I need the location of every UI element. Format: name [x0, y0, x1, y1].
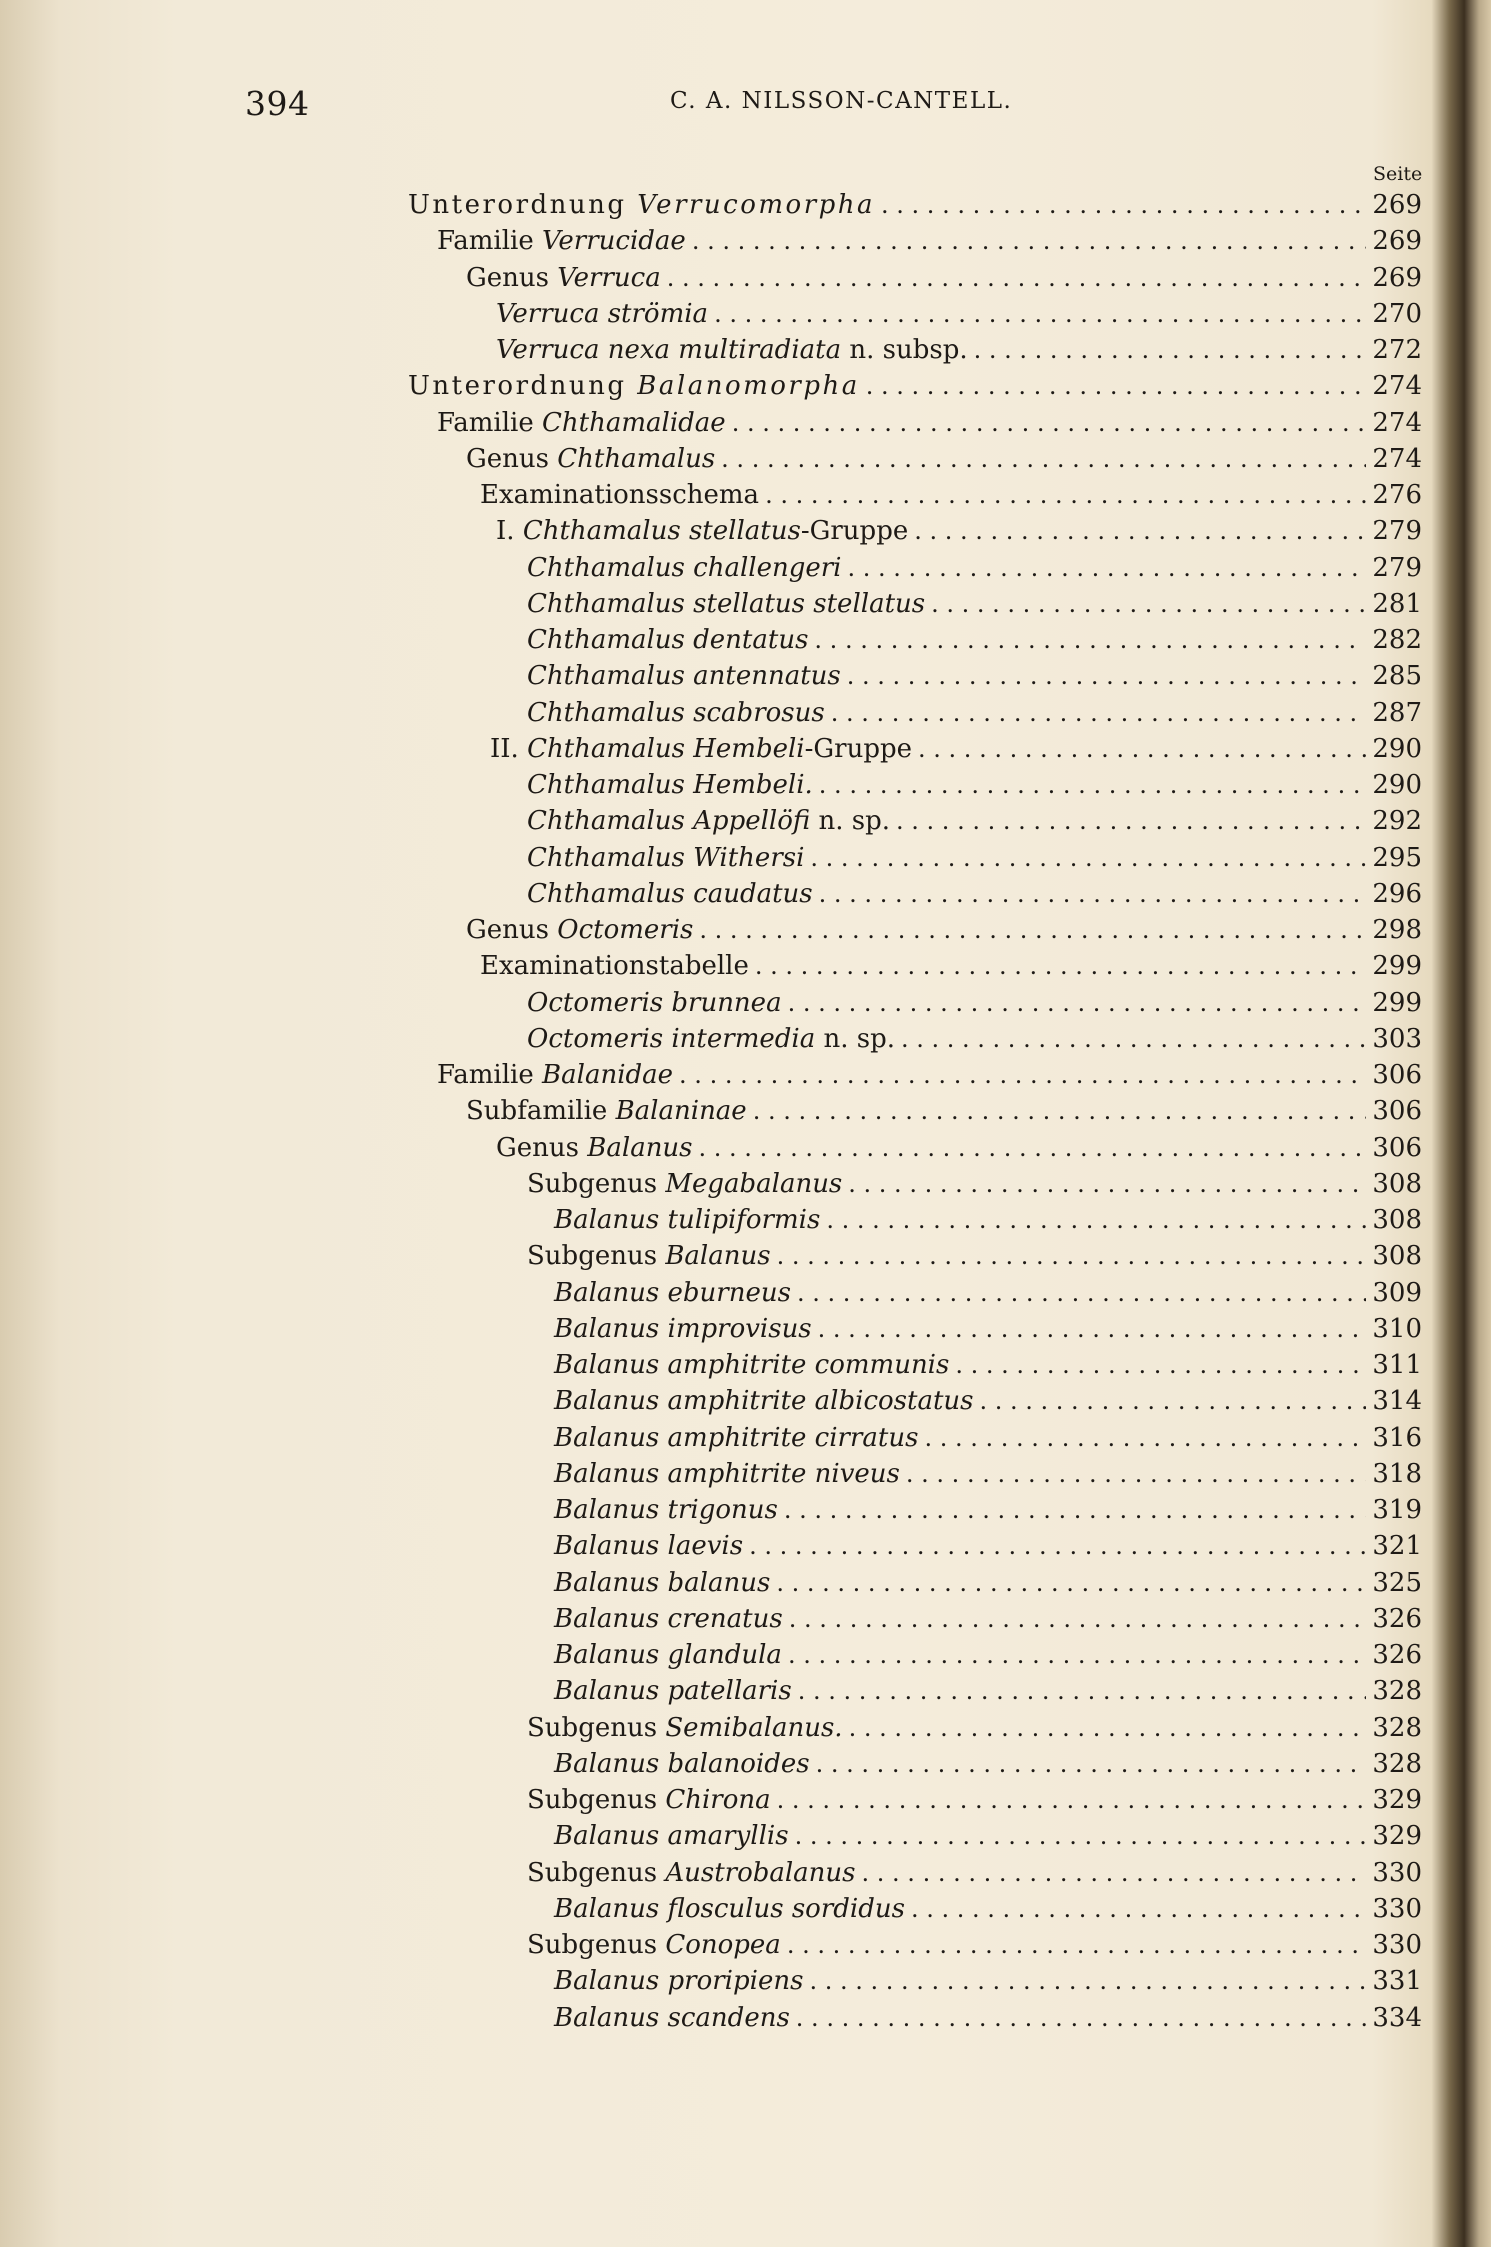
toc-page-number: 306: [1372, 1060, 1422, 1090]
toc-page-number: 328: [1372, 1712, 1422, 1743]
toc-text: Genus: [466, 443, 558, 474]
toc-text: Familie: [437, 226, 543, 257]
toc-text: Subgenus: [527, 1857, 666, 1888]
taxon-name: Balanus trigonus: [554, 1495, 778, 1525]
dot-leader: [847, 659, 1366, 693]
dot-leader: [777, 1783, 1366, 1817]
toc-text: Examinationstabelle: [480, 951, 749, 982]
dot-leader: [699, 913, 1366, 947]
dot-leader: [818, 1312, 1366, 1346]
toc-page-number: 303: [1372, 1023, 1422, 1054]
toc-text: Familie: [437, 1060, 543, 1090]
toc-entry-title: [496, 297, 708, 331]
toc-entry: [496, 514, 1422, 548]
toc-entry: [527, 623, 1422, 657]
taxon-name: Octomeris: [557, 915, 694, 945]
toc-entry-title: [527, 587, 925, 621]
taxon-name: Balanus amphitrite cirratus: [554, 1422, 919, 1453]
taxon-name: Balanus amphitrite albicostatus: [554, 1386, 974, 1417]
toc-page-number: 274: [1372, 407, 1422, 438]
toc-page-number: 319: [1372, 1495, 1422, 1525]
toc-page-number: 272: [1372, 335, 1422, 365]
toc-entry-title: [554, 1747, 810, 1781]
toc-entry: [466, 913, 1422, 947]
taxon-name: Chthamalus Withersi: [527, 842, 805, 873]
toc-text: Unterordnung: [408, 190, 638, 220]
toc-text: Subgenus: [527, 1930, 666, 1960]
dot-leader: [784, 1493, 1366, 1527]
toc-entry-title: [554, 1493, 778, 1527]
toc-entry: [527, 551, 1422, 585]
toc-page-number: 308: [1372, 1241, 1422, 1272]
dot-leader: [896, 804, 1366, 838]
toc-entry-title: [527, 1856, 856, 1890]
taxon-name: Chthamalidae: [542, 407, 726, 438]
toc-entry-title: [554, 1529, 743, 1563]
toc-entry-title: [527, 877, 813, 911]
toc-entry: [408, 369, 1422, 403]
toc-entry: [527, 768, 1422, 802]
toc-entry-title: [480, 949, 749, 983]
toc-entry: [554, 2001, 1422, 2035]
toc-entry-title: [437, 224, 686, 258]
toc-entry: [480, 478, 1422, 512]
dot-leader: [776, 1566, 1366, 1600]
taxon-name: Balanus amphitrite communis: [554, 1350, 950, 1380]
column-label-seite: Seite: [1373, 163, 1423, 185]
taxon-name: Verrucidae: [542, 226, 686, 257]
dot-leader: [814, 623, 1366, 657]
taxon-name: Balanus: [587, 1132, 693, 1163]
toc-page-number: 274: [1372, 371, 1422, 402]
toc-page-number: 276: [1372, 480, 1422, 510]
taxon-name: Balanus balanus: [554, 1567, 771, 1598]
toc-entry: [527, 1711, 1422, 1745]
taxon-name: Conopea: [665, 1930, 781, 1960]
toc-page-number: 281: [1372, 588, 1422, 619]
toc-text: Genus: [466, 915, 558, 945]
taxon-name: Balanus amphitrite niveus: [554, 1458, 900, 1489]
taxon-name: Semibalanus.: [665, 1712, 843, 1743]
toc-text: Subgenus: [527, 1712, 666, 1743]
page-number: 394: [245, 84, 310, 123]
toc-entry-title: [437, 406, 726, 440]
toc-entry-title: [466, 913, 693, 947]
toc-page-number: 314: [1372, 1386, 1422, 1417]
taxon-name: Chthamalus Appellöfi: [527, 806, 811, 837]
toc-entry: [554, 1348, 1422, 1382]
toc-text: I.: [496, 516, 523, 547]
taxon-name: Balanus scandens: [554, 2002, 790, 2033]
toc-entry-title: [466, 442, 715, 476]
toc-entry: [554, 1747, 1422, 1781]
toc-page-number: 329: [1372, 1785, 1422, 1815]
taxon-name: Balanus tulipiformis: [554, 1205, 821, 1235]
toc-entry-title: [554, 1566, 770, 1600]
toc-entry-title: [496, 333, 968, 367]
toc-text: Familie: [437, 407, 543, 438]
toc-page-number: 334: [1372, 2002, 1422, 2033]
toc-entry-title: [466, 261, 661, 295]
taxon-name: Balanus glandula: [554, 1640, 782, 1670]
dot-leader: [816, 1747, 1366, 1781]
taxon-name: Verrucomorpha: [637, 190, 876, 220]
taxon-name: Megabalanus: [665, 1168, 843, 1199]
toc-entry: [554, 1421, 1422, 1455]
taxon-name: Austrobalanus: [665, 1857, 856, 1888]
toc-entry: [527, 986, 1422, 1020]
toc-entry-title: [554, 1348, 949, 1382]
dot-leader: [931, 587, 1366, 621]
dot-leader: [749, 1529, 1366, 1563]
toc-page-number: 282: [1372, 625, 1422, 655]
dot-leader: [819, 877, 1366, 911]
dot-leader: [809, 1964, 1366, 1998]
toc-page-number: 311: [1372, 1350, 1422, 1380]
toc-page-number: 330: [1372, 1857, 1422, 1888]
toc-page-number: 299: [1372, 987, 1422, 1018]
dot-leader: [755, 949, 1366, 983]
taxon-name: Verruca strömia: [496, 298, 709, 329]
dot-leader: [788, 1638, 1366, 1672]
dot-leader: [795, 1819, 1366, 1853]
toc-page-number: 330: [1372, 1893, 1422, 1924]
toc-entry-title: [554, 2001, 790, 2035]
toc-entry: [527, 1783, 1422, 1817]
toc-text: -Gruppe: [804, 733, 913, 764]
dot-leader: [789, 1602, 1366, 1636]
toc-entry-title: [554, 1276, 791, 1310]
toc-entry: [527, 1928, 1422, 1962]
toc-page-number: 295: [1372, 842, 1422, 873]
toc-entry-title: [527, 1928, 781, 1962]
taxon-name: Chthamalus dentatus: [527, 625, 809, 655]
toc-page-number: 287: [1372, 697, 1422, 728]
toc-entry: [554, 1566, 1422, 1600]
taxon-name: Balanomorpha: [637, 371, 860, 402]
toc-entry-title: [554, 1819, 789, 1853]
toc-page-number: 321: [1372, 1531, 1422, 1562]
toc-entry: [554, 1602, 1422, 1636]
taxon-name: Chthamalus stellatus stellatus: [527, 588, 926, 619]
dot-leader: [721, 442, 1366, 476]
taxon-name: Balanus: [665, 1241, 771, 1272]
taxon-name: Chthamalus stellatus: [522, 516, 801, 547]
taxon-name: Balanus laevis: [554, 1531, 744, 1562]
toc-entry: [527, 587, 1422, 621]
toc-entry-title: [527, 1711, 843, 1745]
toc-page-number: 290: [1372, 770, 1422, 800]
toc-page-number: 269: [1372, 262, 1422, 293]
toc-entry: [527, 841, 1422, 875]
toc-page-number: 269: [1372, 190, 1422, 220]
dot-leader: [914, 514, 1366, 548]
dot-leader: [848, 551, 1366, 585]
toc-entry: [437, 224, 1422, 258]
toc-entry: [527, 696, 1422, 730]
toc-page-number: 269: [1372, 226, 1422, 257]
dot-leader: [796, 2001, 1366, 2035]
dot-leader: [955, 1348, 1366, 1382]
toc-entry-title: [527, 804, 890, 838]
dot-leader: [798, 1674, 1366, 1708]
toc-entry: [527, 659, 1422, 693]
taxon-name: Balanus crenatus: [554, 1603, 783, 1634]
dot-leader: [797, 1276, 1366, 1310]
toc-entry: [466, 261, 1422, 295]
toc-entry: [466, 442, 1422, 476]
dot-leader: [974, 333, 1366, 367]
toc-entry: [554, 1312, 1422, 1346]
dot-leader: [667, 261, 1366, 295]
dot-leader: [699, 1131, 1366, 1165]
toc-page-number: 331: [1372, 1966, 1422, 1997]
toc-page-number: 308: [1372, 1205, 1422, 1235]
toc-entry-title: [527, 659, 841, 693]
toc-entry-title: [496, 1131, 693, 1165]
toc-entry: [480, 949, 1422, 983]
dot-leader: [881, 188, 1366, 222]
toc-text: Unterordnung: [408, 371, 638, 402]
toc-entry-title: [554, 1964, 803, 1998]
dot-leader: [714, 297, 1366, 331]
toc-text: Subgenus: [527, 1168, 666, 1199]
dot-leader: [788, 986, 1366, 1020]
toc-entry: [527, 1167, 1422, 1201]
dot-leader: [826, 1203, 1366, 1237]
toc-entry-title: [554, 1638, 782, 1672]
toc-entry: [408, 188, 1422, 222]
taxon-name: Balanus eburneus: [554, 1277, 791, 1308]
dot-leader: [848, 1167, 1366, 1201]
taxon-name: Balanus balanoides: [554, 1748, 810, 1779]
taxon-name: Octomeris brunnea: [527, 987, 782, 1018]
dot-leader: [692, 224, 1366, 258]
toc-text: n. sp.: [810, 806, 891, 837]
toc-entry-title: [527, 841, 804, 875]
toc-entry-title: [496, 514, 908, 548]
running-head: C. A. NILSSON-CANTELL.: [670, 88, 1013, 114]
toc-page-number: 299: [1372, 951, 1422, 982]
toc-entry: [554, 1203, 1422, 1237]
toc-page-number: 329: [1372, 1821, 1422, 1852]
dot-leader: [765, 478, 1366, 512]
toc-entry-title: [527, 768, 813, 802]
toc-text: Genus: [496, 1132, 588, 1163]
toc-entry-title: [527, 551, 842, 585]
toc-entry: [496, 297, 1422, 331]
dot-leader: [866, 369, 1366, 403]
toc-entry: [554, 1892, 1422, 1926]
toc-page-number: 270: [1372, 298, 1422, 329]
toc-entry: [496, 333, 1422, 367]
dot-leader: [777, 1239, 1366, 1273]
toc-entry: [527, 1022, 1422, 1056]
toc-entry-title: [554, 1674, 792, 1708]
taxon-name: Octomeris intermedia: [527, 1023, 816, 1054]
toc-entry: [527, 877, 1422, 911]
taxon-name: Balanidae: [542, 1060, 674, 1090]
toc-entry: [554, 1276, 1422, 1310]
dot-leader: [980, 1384, 1367, 1418]
toc-text: Subfamilie: [466, 1096, 616, 1127]
taxon-name: Chthamalus challengeri: [527, 552, 842, 583]
toc-entry: [554, 1964, 1422, 1998]
taxon-name: Chthamalus caudatus: [527, 878, 813, 909]
dot-leader: [819, 768, 1366, 802]
toc-entry: [527, 1239, 1422, 1273]
dot-leader: [679, 1058, 1366, 1092]
toc-page-number: 309: [1372, 1277, 1422, 1308]
dot-leader: [849, 1711, 1366, 1745]
toc-page-number: 316: [1372, 1422, 1422, 1453]
toc-entry-title: [527, 986, 782, 1020]
taxon-name: Balanus proripiens: [554, 1966, 804, 1997]
toc-page-number: 308: [1372, 1168, 1422, 1199]
toc-text: Subgenus: [527, 1241, 666, 1272]
toc-page-number: 326: [1372, 1640, 1422, 1670]
taxon-name: Chthamalus scabrosus: [527, 697, 825, 728]
toc-entry-title: [437, 1058, 673, 1092]
toc-text: Genus: [466, 262, 558, 293]
dot-leader: [901, 1022, 1366, 1056]
toc-page-number: 326: [1372, 1603, 1422, 1634]
taxon-name: Chirona: [665, 1785, 771, 1815]
dot-leader: [924, 1421, 1366, 1455]
toc-page-number: 285: [1372, 661, 1422, 692]
toc-entry-title: [554, 1421, 918, 1455]
toc-page-number: 328: [1372, 1676, 1422, 1707]
toc-entry-title: [408, 188, 875, 222]
toc-entry-title: [554, 1892, 905, 1926]
toc-entry: [554, 1638, 1422, 1672]
toc-entry-title: [408, 369, 860, 403]
taxon-name: Balanus flosculus sordidus: [554, 1893, 905, 1924]
toc-entry: [527, 804, 1422, 838]
taxon-name: Chthamalus antennatus: [527, 661, 841, 692]
dot-leader: [732, 406, 1366, 440]
toc-page-number: 306: [1372, 1096, 1422, 1127]
toc-entry: [554, 1819, 1422, 1853]
toc-text: Subgenus: [527, 1785, 666, 1815]
toc-page-number: 328: [1372, 1748, 1422, 1779]
toc-page-number: 306: [1372, 1132, 1422, 1163]
toc-entry: [490, 732, 1422, 766]
dot-leader: [906, 1457, 1366, 1491]
toc-entry: [466, 1094, 1422, 1128]
toc-entry-title: [554, 1384, 974, 1418]
toc-text: II.: [490, 733, 528, 764]
toc-entry: [437, 1058, 1422, 1092]
toc-text: -Gruppe: [800, 516, 909, 547]
dot-leader: [787, 1928, 1366, 1962]
toc-page-number: 279: [1372, 516, 1422, 547]
toc-entry: [554, 1384, 1422, 1418]
dot-leader: [753, 1094, 1366, 1128]
toc-page-number: 298: [1372, 915, 1422, 945]
dot-leader: [810, 841, 1366, 875]
toc-entry-title: [554, 1457, 900, 1491]
toc-entry: [527, 1856, 1422, 1890]
taxon-name: Verruca: [557, 262, 661, 293]
taxon-name: Verruca nexa multiradiata: [496, 335, 842, 365]
toc-entry-title: [527, 1167, 842, 1201]
toc-entry: [554, 1529, 1422, 1563]
dot-leader: [918, 732, 1366, 766]
toc-page-number: 318: [1372, 1458, 1422, 1489]
toc-page-number: 296: [1372, 878, 1422, 909]
toc-text: n. sp.: [815, 1023, 895, 1054]
taxon-name: Balanus amaryllis: [554, 1821, 789, 1852]
toc-entry: [554, 1493, 1422, 1527]
toc-page-number: 292: [1372, 806, 1422, 837]
taxon-name: Chthamalus: [557, 443, 716, 474]
toc-entry-title: [527, 696, 825, 730]
toc-page-number: 274: [1372, 443, 1422, 474]
toc-text: Examinationsschema: [480, 480, 760, 510]
toc-entry: [437, 406, 1422, 440]
taxon-name: Chthamalus Hembeli: [527, 733, 805, 764]
toc-entry-title: [527, 1239, 771, 1273]
toc-page-number: 290: [1372, 733, 1422, 764]
taxon-name: Balanus patellaris: [554, 1676, 792, 1707]
toc-entry-title: [527, 1022, 895, 1056]
toc-page-number: 325: [1372, 1567, 1422, 1598]
toc-page-number: 310: [1372, 1313, 1422, 1344]
toc-entry-title: [554, 1602, 783, 1636]
toc-entry-title: [490, 732, 912, 766]
toc-entry: [554, 1457, 1422, 1491]
toc-entry-title: [554, 1312, 812, 1346]
dot-leader: [911, 1892, 1366, 1926]
toc-entry: [496, 1131, 1422, 1165]
toc-text: n. subsp.: [841, 335, 968, 365]
toc-entry-title: [527, 623, 808, 657]
toc-page-number: 279: [1372, 552, 1422, 583]
toc-page-number: 330: [1372, 1930, 1422, 1960]
taxon-name: Balaninae: [615, 1096, 747, 1127]
toc-entry: [554, 1674, 1422, 1708]
dot-leader: [831, 696, 1366, 730]
toc-entry-title: [480, 478, 759, 512]
dot-leader: [862, 1856, 1366, 1890]
toc-entry-title: [527, 1783, 771, 1817]
toc-entry-title: [466, 1094, 747, 1128]
toc-entry-title: [554, 1203, 820, 1237]
taxon-name: Chthamalus Hembeli.: [527, 770, 813, 800]
taxon-name: Balanus improvisus: [554, 1313, 812, 1344]
